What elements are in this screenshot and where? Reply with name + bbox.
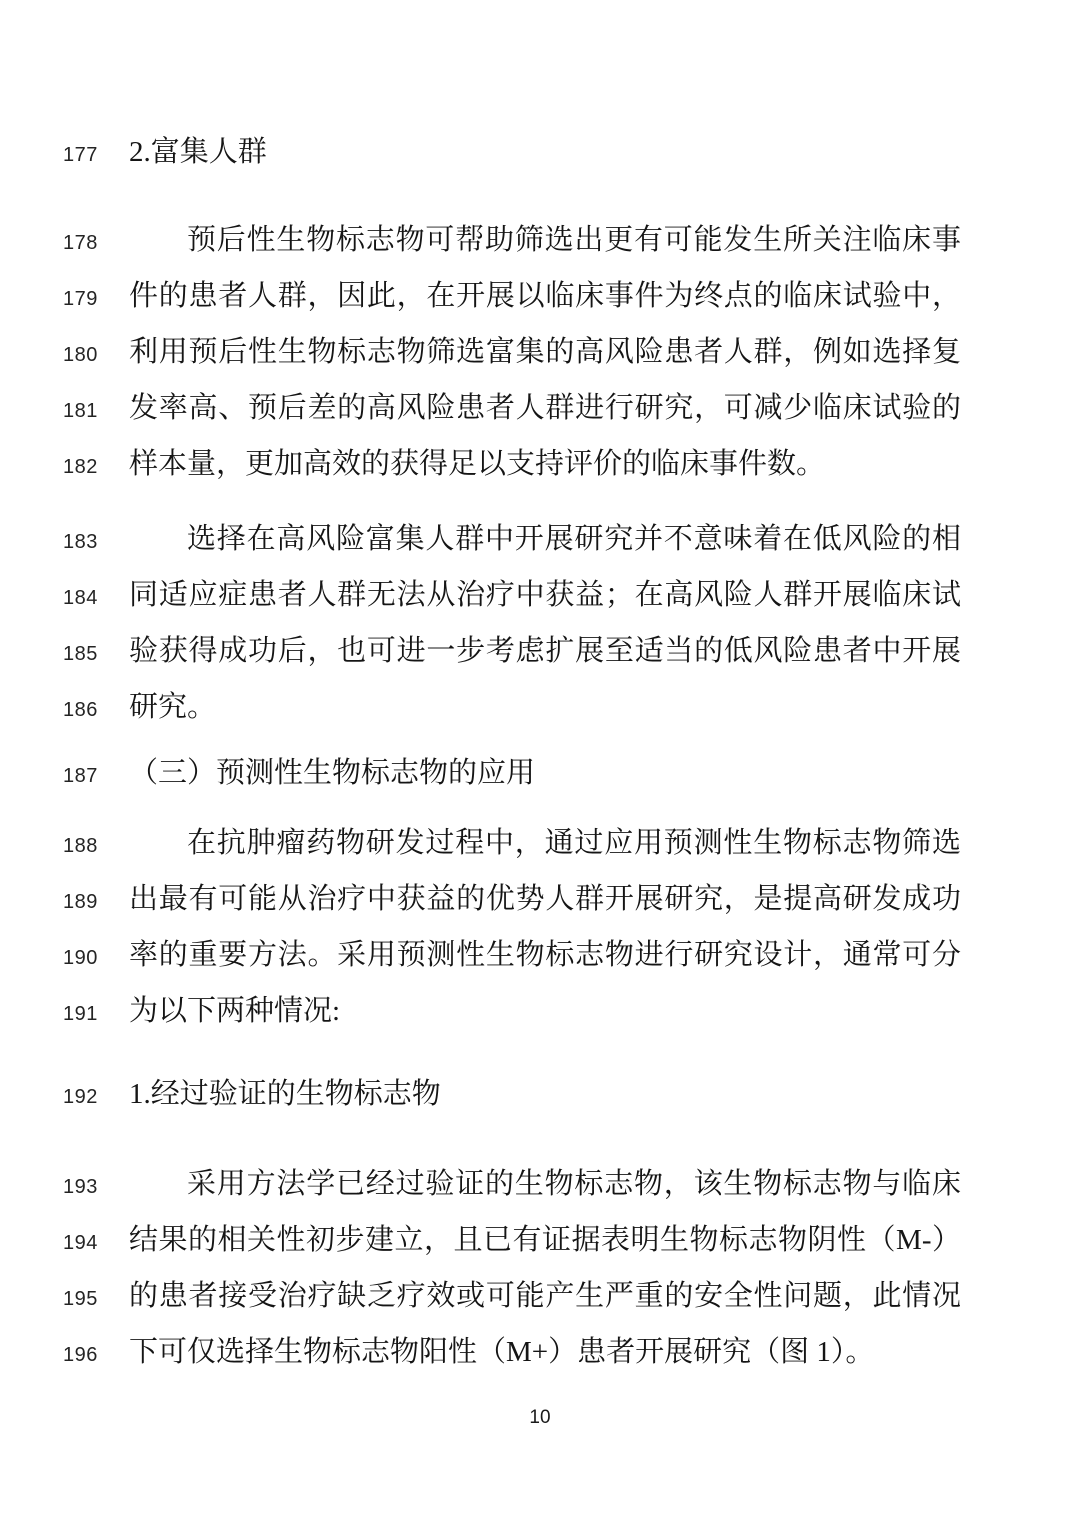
line-number: 194 — [63, 1232, 98, 1254]
document-line — [0, 983, 1080, 1039]
line-number: 189 — [63, 891, 98, 913]
document-heading-line — [0, 1066, 1080, 1122]
document-line — [0, 380, 1080, 436]
line-text: 率的重要方法。采用预测性生物标志物进行研究设计，通常可分 — [129, 939, 961, 971]
document-line — [0, 623, 1080, 679]
document-line — [0, 268, 1080, 324]
line-number: 178 — [63, 232, 98, 254]
line-number: 180 — [63, 344, 98, 366]
line-text: 采用方法学已经过验证的生物标志物，该生物标志物与临床 — [187, 1168, 961, 1200]
line-number: 191 — [63, 1003, 98, 1025]
document-line — [0, 324, 1080, 380]
line-number: 190 — [63, 947, 98, 969]
line-number: 182 — [63, 456, 98, 478]
line-text: 件的患者人群，因此，在开展以临床事件为终点的临床试验中， — [129, 280, 961, 312]
line-text: 选择在高风险富集人群中开展研究并不意味着在低风险的相 — [187, 523, 961, 555]
line-number: 177 — [63, 144, 98, 166]
line-number: 181 — [63, 400, 98, 422]
line-text: 2.富集人群 — [129, 136, 267, 168]
document-heading-line — [0, 124, 1080, 180]
line-number: 186 — [63, 699, 98, 721]
line-text: 结果的相关性初步建立，且已有证据表明生物标志物阴性（M-） — [129, 1224, 961, 1256]
document-line — [0, 511, 1080, 567]
document-line — [0, 815, 1080, 871]
line-text: 预后性生物标志物可帮助筛选出更有可能发生所关注临床事 — [187, 224, 961, 256]
line-text: 下可仅选择生物标志物阳性（M+）患者开展研究（图 1）。 — [129, 1336, 875, 1368]
line-text: 研究。 — [129, 691, 217, 723]
line-number: 187 — [63, 765, 98, 787]
document-line — [0, 927, 1080, 983]
document-line — [0, 679, 1080, 735]
line-text: 同适应症患者人群无法从治疗中获益；在高风险人群开展临床试 — [129, 579, 961, 611]
line-number: 179 — [63, 288, 98, 310]
document-line — [0, 567, 1080, 623]
line-text: 为以下两种情况: — [129, 995, 341, 1027]
document-line — [0, 1212, 1080, 1268]
line-number: 192 — [63, 1086, 98, 1108]
document-line — [0, 436, 1080, 492]
line-text: 的患者接受治疗缺乏疗效或可能产生严重的安全性问题，此情况 — [129, 1280, 961, 1312]
line-number: 188 — [63, 835, 98, 857]
line-number: 195 — [63, 1288, 98, 1310]
line-text: （三）预测性生物标志物的应用 — [129, 757, 536, 789]
line-number: 184 — [63, 587, 98, 609]
document-line — [0, 871, 1080, 927]
line-text: 样本量，更加高效的获得足以支持评价的临床事件数。 — [129, 448, 826, 480]
page-number: 10 — [529, 1407, 551, 1428]
document-line — [0, 1156, 1080, 1212]
line-text: 验获得成功后，也可进一步考虑扩展至适当的低风险患者中开展 — [129, 635, 961, 667]
line-text: 在抗肿瘤药物研发过程中，通过应用预测性生物标志物筛选 — [187, 827, 961, 859]
line-text: 发率高、预后差的高风险患者人群进行研究，可减少临床试验的 — [129, 392, 961, 424]
line-text: 1.经过验证的生物标志物 — [129, 1078, 441, 1110]
line-text: 出最有可能从治疗中获益的优势人群开展研究，是提高研发成功 — [129, 883, 961, 915]
line-text: 利用预后性生物标志物筛选富集的高风险患者人群，例如选择复 — [129, 336, 961, 368]
document-line — [0, 212, 1080, 268]
line-number: 183 — [63, 531, 98, 553]
line-number: 196 — [63, 1344, 98, 1366]
document-line — [0, 1268, 1080, 1324]
line-number: 185 — [63, 643, 98, 665]
line-number: 193 — [63, 1176, 98, 1198]
document-heading-line — [0, 745, 1080, 801]
document-line — [0, 1324, 1080, 1380]
